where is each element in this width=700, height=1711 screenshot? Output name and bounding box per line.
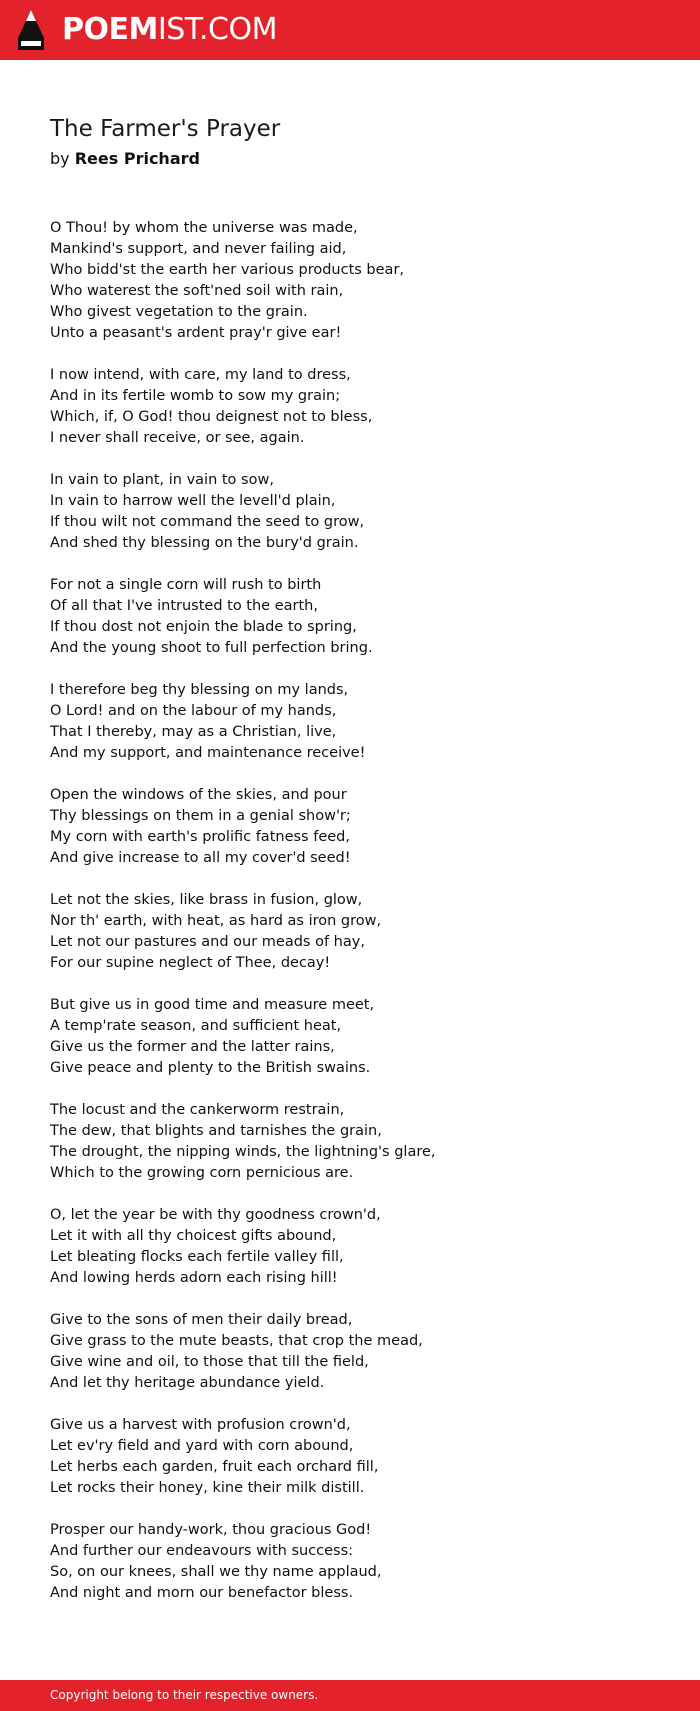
poem-line: A temp'rate season, and sufficient heat,	[50, 1018, 342, 1034]
copyright-text: Copyright belong to their respective owners.	[50, 1688, 319, 1702]
stanza	[50, 1520, 670, 1604]
pencil-tip-icon	[18, 10, 44, 50]
poem-line: In vain to plant, in vain to sow,	[50, 472, 274, 488]
stanza	[50, 575, 670, 659]
poem-line: O Thou! by whom the universe was made,	[50, 220, 358, 236]
poem-line: Prosper our handy-work, thou gracious God!	[50, 1522, 372, 1538]
stanza	[50, 1205, 670, 1289]
poem-line: Give wine and oil, to those that till the field,	[50, 1354, 369, 1370]
poem-line: Who givest vegetation to the grain.	[50, 304, 308, 320]
poem-title: The Farmer's Prayer	[50, 116, 281, 142]
author-name: Rees Prichard	[74, 149, 200, 168]
stanza	[50, 680, 670, 764]
poem-line: If thou dost not enjoin the blade to spring,	[50, 619, 357, 635]
poem-line: And further our endeavours with success:	[50, 1543, 354, 1559]
poem-line: For our supine neglect of Thee, decay!	[50, 955, 331, 971]
poem-line: Give us the former and the latter rains,	[50, 1039, 335, 1055]
poem-line: And my support, and maintenance receive!	[50, 745, 366, 761]
poem-line: I never shall receive, or see, again.	[50, 430, 305, 446]
poem-line: Open the windows of the skies, and pour	[50, 787, 347, 803]
poem-line: O Lord! and on the labour of my hands,	[50, 703, 337, 719]
poem-line: Let not our pastures and our meads of hay,	[50, 934, 365, 950]
poem-body	[50, 218, 670, 1625]
stanza	[50, 995, 670, 1079]
poem-line: O, let the year be with thy goodness crown'd,	[50, 1207, 381, 1223]
poem-line: Which, if, O God! thou deignest not to bless,	[50, 409, 373, 425]
poem-line: Give us a harvest with profusion crown'd,	[50, 1417, 351, 1433]
poem-line: The locust and the cankerworm restrain,	[50, 1102, 345, 1118]
logo-light-text: IST.COM	[157, 12, 277, 47]
poem-line: Nor th' earth, with heat, as hard as iron grow,	[50, 913, 382, 929]
poem-line: Mankind's support, and never failing aid,	[50, 241, 347, 257]
poem-line: The drought, the nipping winds, the lightning's glare,	[50, 1144, 436, 1160]
poem-line: And let thy heritage abundance yield.	[50, 1375, 325, 1391]
stanza	[50, 1310, 670, 1394]
poem-line: I therefore beg thy blessing on my lands,	[50, 682, 349, 698]
poem-line: Let bleating flocks each fertile valley fill,	[50, 1249, 344, 1265]
poem-line: And night and morn our benefactor bless.	[50, 1585, 354, 1601]
poem-line: And the young shoot to full perfection bring.	[50, 640, 373, 656]
poem-line: Let not the skies, like brass in fusion, glow,	[50, 892, 363, 908]
footer-bar	[0, 1680, 700, 1711]
stanza	[50, 1100, 670, 1184]
poem-line: Give grass to the mute beasts, that crop the mead,	[50, 1333, 423, 1349]
poem-line: And lowing herds adorn each rising hill!	[50, 1270, 338, 1286]
by-label: by	[50, 149, 70, 168]
stanza	[50, 365, 670, 449]
poem-line: That I thereby, may as a Christian, live,	[50, 724, 337, 740]
header-bar	[0, 0, 700, 60]
poem-line: Let ev'ry field and yard with corn abound,	[50, 1438, 354, 1454]
poem-line: If thou wilt not command the seed to grow,	[50, 514, 365, 530]
site-logo[interactable]	[62, 10, 277, 50]
poem-line: Unto a peasant's ardent pray'r give ear!	[50, 325, 342, 341]
stanza	[50, 785, 670, 869]
poem-line: Who waterest the soft'ned soil with rain,	[50, 283, 344, 299]
stanza	[50, 890, 670, 974]
poem-line: And give increase to all my cover'd seed!	[50, 850, 351, 866]
poem-line: So, on our knees, shall we thy name applaud,	[50, 1564, 382, 1580]
poem-line: Thy blessings on them in a genial show'r;	[50, 808, 351, 824]
poem-line: Let it with all thy choicest gifts abound,	[50, 1228, 337, 1244]
poem-line: For not a single corn will rush to birth	[50, 577, 322, 593]
poem-line: But give us in good time and measure meet,	[50, 997, 375, 1013]
poem-line: Which to the growing corn pernicious are.	[50, 1165, 354, 1181]
poem-line: In vain to harrow well the levell'd plain,	[50, 493, 336, 509]
poem-line: Of all that I've intrusted to the earth,	[50, 598, 318, 614]
poem-line: Let herbs each garden, fruit each orchard fill,	[50, 1459, 379, 1475]
poem-line: And in its fertile womb to sow my grain;	[50, 388, 341, 404]
poem-line: Who bidd'st the earth her various products bear,	[50, 262, 405, 278]
stanza	[50, 1415, 670, 1499]
logo-bold-text: POEM	[62, 12, 158, 47]
stanza	[50, 470, 670, 554]
poem-line: Give to the sons of men their daily bread,	[50, 1312, 353, 1328]
byline	[50, 148, 200, 170]
poem-line: Let rocks their honey, kine their milk distill.	[50, 1480, 365, 1496]
stanza	[50, 218, 670, 344]
poem-line: The dew, that blights and tarnishes the grain,	[50, 1123, 382, 1139]
poem-line: And shed thy blessing on the bury'd grain.	[50, 535, 359, 551]
poem-line: I now intend, with care, my land to dress,	[50, 367, 351, 383]
poem-line: Give peace and plenty to the British swains.	[50, 1060, 371, 1076]
poem-line: My corn with earth's prolific fatness feed,	[50, 829, 350, 845]
